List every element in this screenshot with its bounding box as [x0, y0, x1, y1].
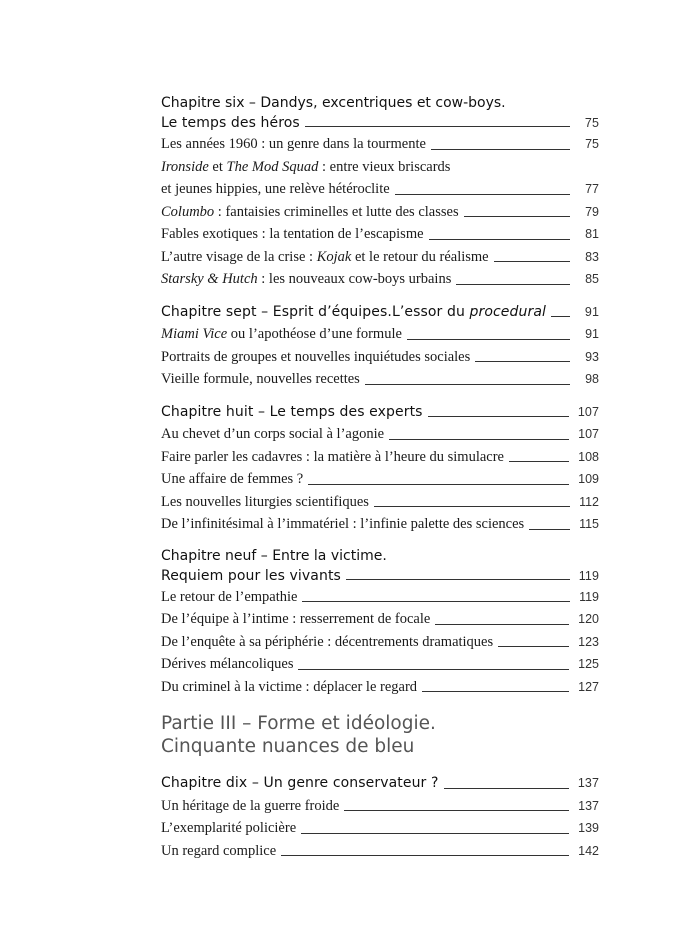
page-number: 123 [578, 634, 599, 649]
leader-line [365, 384, 570, 385]
page-number: 93 [585, 349, 599, 364]
page-number: 81 [585, 227, 599, 241]
page-number: 112 [579, 494, 599, 509]
page-number: 107 [577, 404, 599, 419]
page-number: 142 [578, 843, 599, 858]
toc-entry: Un héritage de la guerre froide 137 [161, 795, 599, 818]
toc-entry: Miami Vice ou l’apothéose d’une formule 91 [161, 323, 599, 346]
page-number: 91 [584, 304, 599, 319]
chapter-nine-heading-line2: Requiem pour les vivants 119 [161, 567, 599, 584]
chapter-seven-heading: Chapitre sept – Esprit d’équipes.L’essor du procedural 91 [161, 301, 599, 324]
part-title: Partie III – Forme et idéologie. [161, 713, 436, 734]
leader-line [431, 149, 570, 150]
leader-line [346, 579, 570, 580]
leader-line [305, 126, 570, 127]
part-subtitle: Cinquante nuances de bleu [161, 736, 415, 757]
leader-line [395, 194, 570, 195]
page-number: 119 [579, 589, 599, 604]
toc-entry: Les années 1960 : un genre dans la tourmente 75 [161, 133, 599, 156]
toc-entry: L’exemplarité policière 139 [161, 817, 599, 840]
toc-entry: Fables exotiques : la tentation de l’escapisme 81 [161, 223, 599, 246]
leader-line [308, 484, 569, 485]
toc-entry: Vieille formule, nouvelles recettes 98 [161, 368, 599, 391]
toc-entry: Un regard complice 142 [161, 840, 599, 863]
leader-line [529, 529, 570, 530]
leader-line [435, 624, 569, 625]
leader-line [302, 601, 570, 602]
leader-line [551, 316, 570, 317]
toc-entry: Du criminel à la victime : déplacer le regard 127 [161, 676, 599, 699]
leader-line [444, 788, 569, 789]
page-number: 98 [585, 372, 599, 386]
page-number: 91 [585, 327, 599, 341]
toc-entry: et jeunes hippies, une relève hétéroclite 77 [161, 178, 599, 201]
page-number: 109 [578, 472, 599, 486]
page-number: 115 [579, 517, 599, 531]
chapter-ten-heading: Chapitre dix – Un genre conservateur ? 137 [161, 772, 599, 795]
page-number: 83 [585, 249, 599, 264]
toc-entry: De l’enquête à sa périphérie : décentrements dramatiques 123 [161, 631, 599, 654]
leader-line [298, 669, 569, 670]
toc-entry: Les nouvelles liturgies scientifiques 112 [161, 491, 599, 514]
toc-entry: Columbo : fantaisies criminelles et lutte des classes 79 [161, 201, 599, 224]
leader-line [301, 833, 569, 834]
page-number: 77 [585, 182, 599, 196]
leader-line [464, 216, 570, 217]
page-number: 85 [585, 272, 599, 286]
page-number: 75 [585, 137, 599, 151]
page-number: 75 [584, 116, 599, 130]
toc-entry: Faire parler les cadavres : la matière à l’heure du simulacre 108 [161, 446, 599, 469]
toc-entry: Starsky & Hutch : les nouveaux cow-boys urbains 85 [161, 268, 599, 291]
leader-line [494, 261, 570, 262]
chapter-six-heading: Chapitre six – Dandys, excentriques et cow-boys. [161, 95, 506, 111]
leader-line [389, 439, 569, 440]
toc-entry: Au chevet d’un corps social à l’agonie 107 [161, 423, 599, 446]
leader-line [407, 339, 570, 340]
table-of-contents [161, 93, 599, 862]
chapter-title: Le temps des héros [161, 115, 300, 131]
page-number: 79 [585, 204, 599, 219]
page-number: 107 [578, 427, 599, 441]
toc-entry: Dérives mélancoliques 125 [161, 653, 599, 676]
page-number: 120 [578, 612, 599, 626]
leader-line [374, 506, 570, 507]
toc-entry: L’autre visage de la crise : Kojak et le retour du réalisme 83 [161, 246, 599, 269]
toc-entry: Le retour de l’empathie 119 [161, 586, 599, 609]
toc-entry: De l’équipe à l’intime : resserrement de focale 120 [161, 608, 599, 631]
page-number: 127 [578, 679, 599, 694]
page-number: 139 [578, 821, 599, 835]
leader-line [456, 284, 570, 285]
page-number: 137 [578, 798, 599, 813]
toc-entry-line1: Ironside et The Mod Squad : entre vieux briscards [161, 158, 451, 175]
part-heading [161, 712, 599, 758]
leader-line [422, 691, 569, 692]
chapter-nine-heading: Chapitre neuf – Entre la victime. [161, 547, 387, 564]
leader-line [475, 361, 570, 362]
leader-line [344, 810, 569, 811]
page-number: 108 [578, 449, 599, 464]
chapter-six-heading-line2 [161, 113, 599, 133]
leader-line [281, 855, 569, 856]
toc-entry: Une affaire de femmes ? 109 [161, 468, 599, 491]
leader-line [428, 416, 569, 417]
toc-entry: Portraits de groupes et nouvelles inquiétudes sociales 93 [161, 346, 599, 369]
leader-line [429, 239, 570, 240]
chapter-eight-heading: Chapitre huit – Le temps des experts 107 [161, 401, 599, 424]
toc-entry: De l’infinitésimal à l’immatériel : l’infinie palette des sciences 115 [161, 513, 599, 536]
page-number: 125 [578, 657, 599, 671]
leader-line [509, 461, 569, 462]
page-number: 137 [577, 776, 599, 790]
leader-line [498, 646, 569, 647]
page-number: 119 [578, 568, 599, 583]
